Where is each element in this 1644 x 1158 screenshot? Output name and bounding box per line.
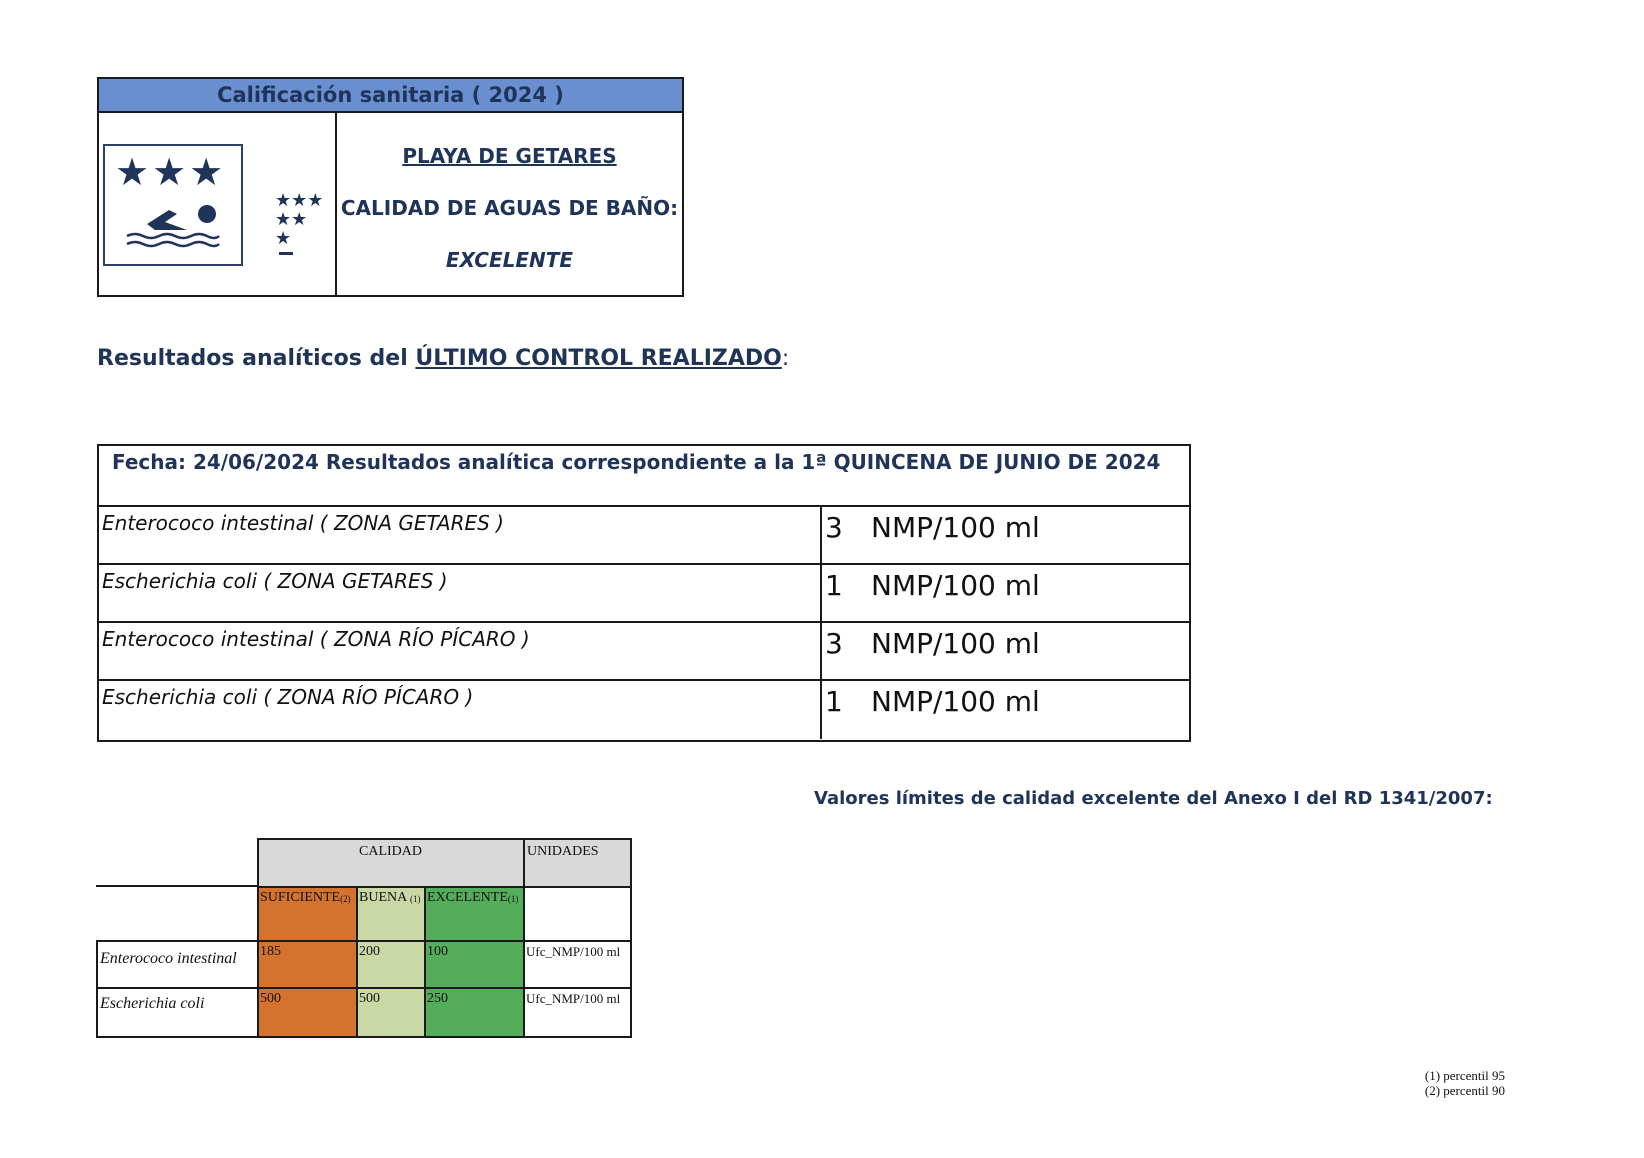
heading-underlined: ÚLTIMO CONTROL REALIZADO	[415, 346, 782, 371]
calidad-header: CALIDAD	[359, 844, 422, 859]
unit-value-cell	[523, 987, 632, 1038]
excelente-value: 250	[427, 991, 448, 1006]
heading-prefix: Resultados analíticos del	[97, 346, 416, 371]
suficiente-header-cell	[257, 888, 356, 942]
suficiente-value: 185	[260, 944, 281, 959]
sanitary-rating-header: Calificación sanitaria ( 2024 )	[99, 79, 682, 113]
unidades-header-cell	[523, 838, 632, 888]
calidad-header-cell	[257, 838, 523, 888]
unit-value: Ufc_NMP/100 ml	[526, 991, 621, 1006]
water-quality-value: EXCELENTE	[445, 248, 574, 272]
parameter-name: Enterococo intestinal ( ZONA GETARES )	[102, 511, 504, 535]
excelente-value: 100	[427, 944, 448, 959]
limits-parameter: Escherichia coli	[100, 995, 205, 1012]
param-header-line	[96, 885, 257, 887]
result-value: 1	[825, 569, 843, 602]
water-quality-title: CALIDAD DE AGUAS DE BAÑO:	[340, 196, 679, 220]
excelente-header: EXCELENTE$^{(1)}$	[427, 890, 519, 905]
excelente-value-cell	[424, 940, 523, 987]
suficiente-value-cell	[257, 987, 356, 1038]
buena-value-cell	[356, 940, 424, 987]
buena-value: 500	[359, 991, 380, 1006]
limits-row-param-cell	[96, 987, 257, 1038]
buena-header: BUENA $^{(1)}$	[359, 890, 421, 905]
units-header-blank	[523, 888, 632, 942]
heading-suffix: :	[781, 346, 790, 371]
parameter-name: Escherichia coli ( ZONA GETARES )	[102, 569, 448, 593]
suficiente-value: 500	[260, 991, 281, 1006]
footnote-1: (1) percentil 95	[1424, 1068, 1505, 1083]
results-date-header: Fecha: 24/06/2024 Resultados analítica correspondiente a la 1ª QUINCENA DE JUNIO DE 2024	[99, 446, 1189, 507]
footnotes	[1415, 1068, 1505, 1098]
limits-title: Valores límites de calidad excelente del Anexo I del RD 1341/2007:	[814, 788, 1493, 809]
beach-name: PLAYA DE GETARES	[402, 144, 617, 168]
result-value: 3	[825, 511, 843, 544]
result-value: 1	[825, 685, 843, 718]
result-unit: NMP/100 ml	[871, 511, 1040, 544]
unit-value-cell	[523, 940, 632, 987]
parameter-name: Enterococo intestinal ( ZONA RÍO PÍCARO )	[102, 627, 530, 651]
result-unit: NMP/100 ml	[871, 627, 1040, 660]
result-unit: NMP/100 ml	[871, 685, 1040, 718]
three-stars-icon: ★★★	[115, 150, 227, 194]
limits-row-param-cell	[96, 940, 257, 987]
result-value: 3	[825, 627, 843, 660]
suficiente-value-cell	[257, 940, 356, 987]
parameter-name: Escherichia coli ( ZONA RÍO PÍCARO )	[102, 685, 474, 709]
excelente-header-cell	[424, 888, 523, 942]
footnote-2: (2) percentil 90	[1424, 1083, 1505, 1098]
comunidad-madrid-stars-icon: ★★★ ★★ ★	[275, 191, 339, 255]
buena-value: 200	[359, 944, 380, 959]
buena-header-cell	[356, 888, 424, 942]
excelente-value-cell	[424, 987, 523, 1038]
suficiente-header: SUFICIENTE$^{(2)}$	[260, 890, 351, 905]
result-unit: NMP/100 ml	[871, 569, 1040, 602]
unit-value: Ufc_NMP/100 ml	[526, 944, 621, 959]
unidades-header: UNIDADES	[527, 844, 599, 859]
limits-parameter: Enterococo intestinal	[100, 950, 237, 967]
buena-value-cell	[356, 987, 424, 1038]
